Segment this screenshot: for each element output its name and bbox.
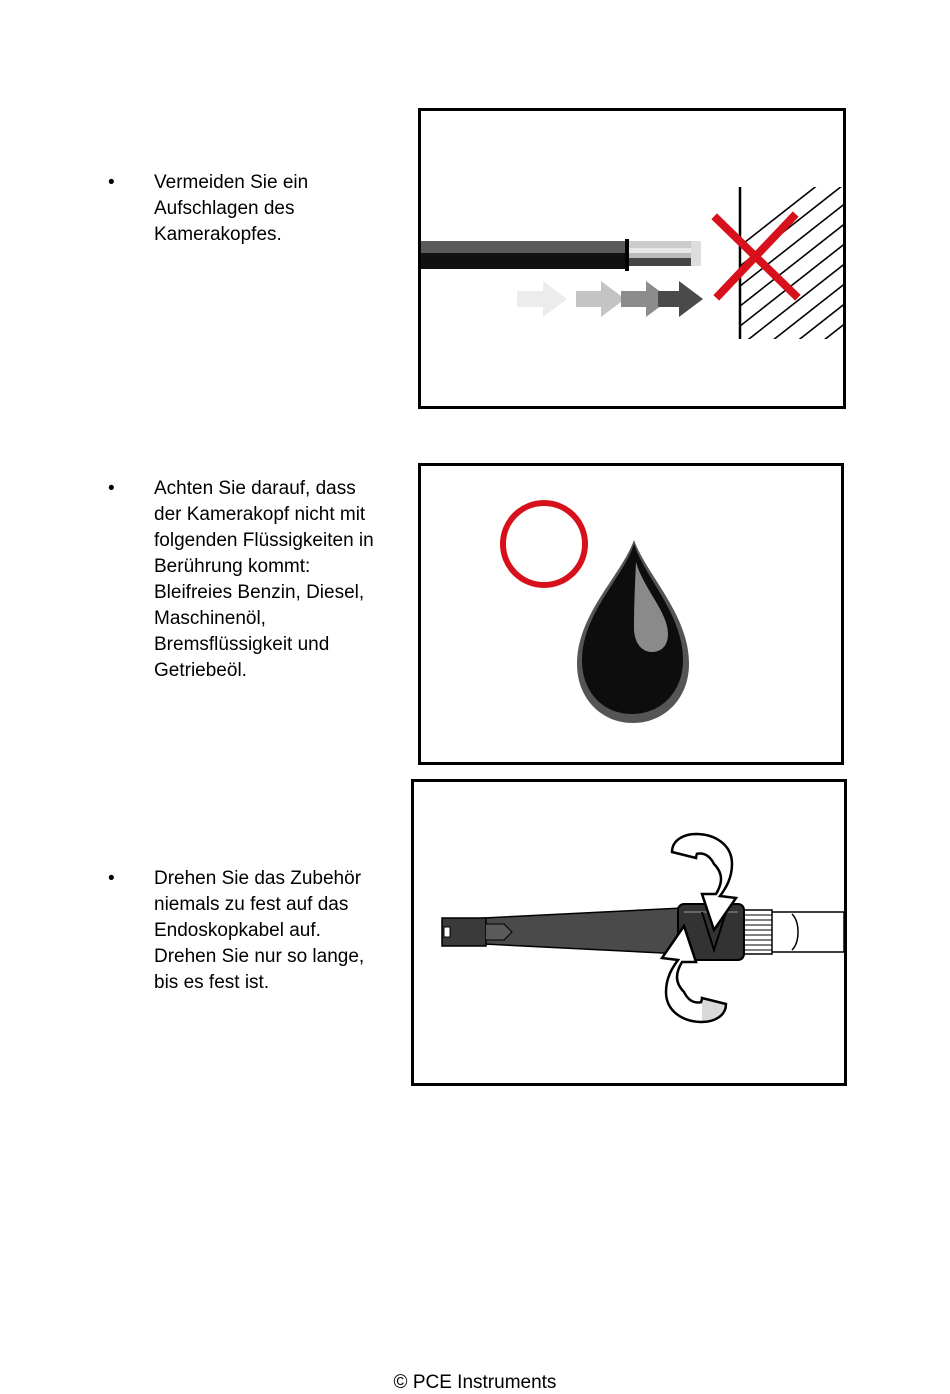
instruction-2-text: Achten Sie darauf, dass der Kamerakopf nicht mit folgenden Flüssigkeiten in Berührung kommt: Bleifreies Benzin, Diesel, Maschinenöl, Bremsflüssigkeit und Getriebeöl. — [154, 478, 374, 681]
figure-oil-drop — [418, 463, 844, 765]
figure-camera-impact — [418, 108, 846, 409]
bullet-point: • — [108, 172, 115, 193]
accessory-rotation-icon — [414, 782, 844, 1083]
figure-accessory-rotation — [411, 779, 847, 1086]
instruction-3-text: Drehen Sie das Zubehör niemals zu fest auf das Endoskopkabel auf. Drehen Sie nur so lange, bis es fest ist. — [154, 868, 365, 993]
camera-impact-prohibited-icon — [421, 111, 843, 406]
oil-drop-warning-icon — [421, 466, 841, 762]
instruction-2 — [108, 476, 408, 686]
bullet-point: • — [108, 478, 115, 499]
bullet-point: • — [108, 868, 115, 889]
instruction-3 — [108, 866, 408, 998]
footer-copyright: © PCE Instruments — [393, 1372, 557, 1393]
instruction-1 — [108, 170, 408, 250]
instruction-1-text: Vermeiden Sie ein Aufschlagen des Kamerakopfes. — [154, 172, 309, 245]
